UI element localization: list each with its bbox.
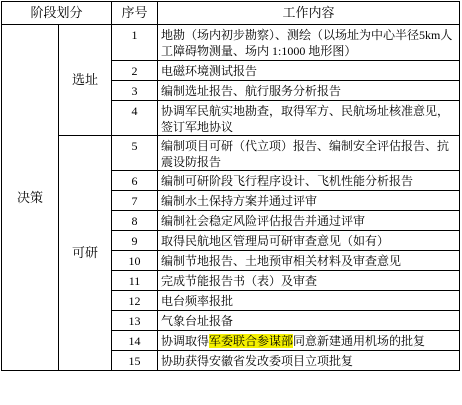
highlighted-text: 军委联合参谋部 bbox=[209, 334, 294, 348]
row-number: 11 bbox=[112, 271, 158, 291]
row-number: 12 bbox=[112, 291, 158, 311]
row-number: 13 bbox=[112, 311, 158, 331]
table-row bbox=[2, 25, 460, 61]
row-number: 8 bbox=[112, 211, 158, 231]
row-content: 编制可研阶段飞行程序设计、飞机性能分析报告 bbox=[158, 171, 460, 191]
row-number: 3 bbox=[112, 81, 158, 101]
substage-site: 选址 bbox=[59, 25, 112, 136]
row-number: 6 bbox=[112, 171, 158, 191]
stage-decision: 决策 bbox=[2, 25, 59, 371]
row-number: 9 bbox=[112, 231, 158, 251]
table-row bbox=[2, 136, 460, 171]
row-content bbox=[158, 331, 460, 351]
row-content: 编制选址报告、航行服务分析报告 bbox=[158, 81, 460, 101]
work-plan-table bbox=[1, 1, 460, 371]
row-content: 取得民航地区管理局可研审查意见（如有） bbox=[158, 231, 460, 251]
header-row bbox=[2, 2, 460, 25]
row-number: 15 bbox=[112, 351, 158, 371]
row-content: 完成节能报告书（表）及审查 bbox=[158, 271, 460, 291]
row-number: 1 bbox=[112, 25, 158, 61]
row-number: 7 bbox=[112, 191, 158, 211]
row-number: 10 bbox=[112, 251, 158, 271]
header-number: 序号 bbox=[112, 2, 158, 25]
row-content: 协助获得安徽省发改委项目立项批复 bbox=[158, 351, 460, 371]
row-content: 气象台址报备 bbox=[158, 311, 460, 331]
row-content: 电磁环境测试报告 bbox=[158, 61, 460, 81]
row-content: 编制项目可研（代立项）报告、编制安全评估报告、抗震设防报告 bbox=[158, 136, 460, 171]
row-number: 2 bbox=[112, 61, 158, 81]
content-suffix: 同意新建通用机场的批复 bbox=[293, 334, 426, 348]
row-number: 14 bbox=[112, 331, 158, 351]
header-stage: 阶段划分 bbox=[2, 2, 112, 25]
row-content: 协调军民航实地勘查，取得军方、民航场址核准意见，签订军地协议 bbox=[158, 101, 460, 136]
header-content: 工作内容 bbox=[158, 2, 460, 25]
row-content: 电台频率报批 bbox=[158, 291, 460, 311]
row-number: 5 bbox=[112, 136, 158, 171]
row-content: 编制水土保持方案并通过评审 bbox=[158, 191, 460, 211]
content-prefix: 协调取得 bbox=[161, 334, 210, 348]
row-content: 地勘（场内初步勘察）、测绘（以场址为中心半径5km人工障碍物测量、场内 1:1000 地形图） bbox=[158, 25, 460, 61]
row-content: 编制社会稳定风险评估报告并通过评审 bbox=[158, 211, 460, 231]
row-content: 编制节地报告、土地预审相关材料及审查意见 bbox=[158, 251, 460, 271]
row-number: 4 bbox=[112, 101, 158, 136]
substage-feasibility: 可研 bbox=[59, 136, 112, 371]
